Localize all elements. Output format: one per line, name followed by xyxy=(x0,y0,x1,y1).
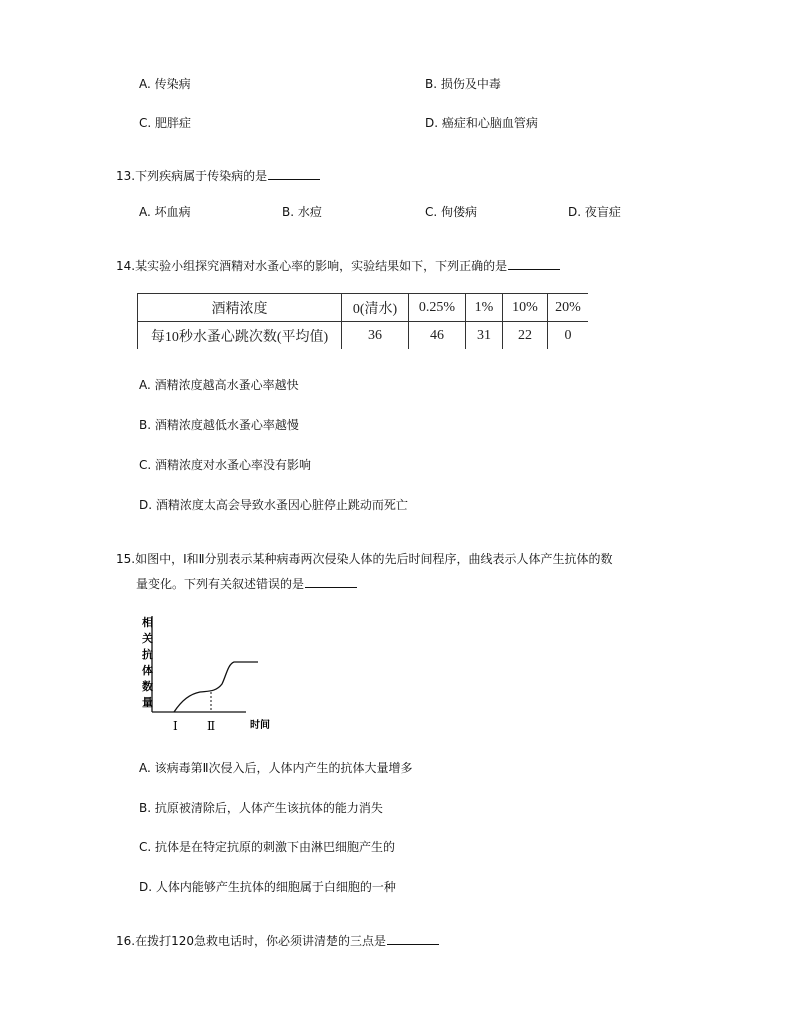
q14-stem-text: 某实验小组探究酒精对水蚤心率的影响，实验结果如下，下列正确的是 xyxy=(135,259,508,273)
table-cell: 0(清水) xyxy=(342,294,409,322)
q16-answer-blank xyxy=(387,934,439,945)
q13-option-d: D. 夜盲症 xyxy=(568,205,621,219)
table-cell: 0.25% xyxy=(409,294,466,322)
table-cell: 1% xyxy=(466,294,503,322)
figure-ylabel-char: 关 xyxy=(142,632,153,645)
figure-antibody-curve xyxy=(174,662,258,712)
q15-stem-text-1: 如图中，Ⅰ和Ⅱ分别表示某种病毒两次侵染人体的先后时间程序，曲线表示人体产生抗体的数 xyxy=(135,552,613,566)
q13-stem xyxy=(116,168,320,184)
table-header-row xyxy=(138,294,589,322)
q16-number: 16. xyxy=(116,934,136,948)
q15-option-b: B. 抗原被清除后，人体产生该抗体的能力消失 xyxy=(139,801,383,815)
table-row xyxy=(138,322,589,350)
table-cell: 46 xyxy=(409,322,466,350)
q14-answer-blank xyxy=(508,259,560,270)
q15-stem-line1 xyxy=(116,551,613,567)
q16-stem-text: 在拨打120急救电话时，你必须讲清楚的三点是 xyxy=(135,934,386,948)
q15-stem-line2 xyxy=(136,576,357,592)
q13-number: 13. xyxy=(116,169,136,183)
q14-option-b: B. 酒精浓度越低水蚤心率越慢 xyxy=(139,418,299,432)
q13-option-b: B. 水痘 xyxy=(282,205,322,219)
q15-option-a: A. 该病毒第Ⅱ次侵入后，人体内产生的抗体大量增多 xyxy=(139,761,413,775)
figure-mark-2: Ⅱ xyxy=(207,719,216,733)
figure-mark-1: Ⅰ xyxy=(173,719,178,733)
q13-answer-blank xyxy=(268,169,320,180)
q14-option-a: A. 酒精浓度越高水蚤心率越快 xyxy=(139,378,299,392)
q12-option-b: B. 损伤及中毒 xyxy=(425,77,501,91)
q14-number: 14. xyxy=(116,259,136,273)
q14-stem xyxy=(116,258,560,274)
figure-ylabel-char: 相 xyxy=(142,616,153,629)
table-cell: 20% xyxy=(548,294,589,322)
q14-data-table xyxy=(137,293,588,349)
q15-option-d: D. 人体内能够产生抗体的细胞属于白细胞的一种 xyxy=(139,880,396,894)
figure-ylabel-char: 抗 xyxy=(142,648,153,661)
figure-ylabel-char: 数 xyxy=(142,680,153,693)
table-cell: 22 xyxy=(503,322,548,350)
q16-stem xyxy=(116,933,439,949)
q13-option-a: A. 坏血病 xyxy=(139,205,191,219)
q15-antibody-figure xyxy=(130,612,290,742)
figure-ylabel-char: 体 xyxy=(142,664,153,677)
q15-stem-text-2: 量变化。下列有关叙述错误的是 xyxy=(136,577,305,591)
table-cell: 酒精浓度 xyxy=(138,294,342,322)
figure-ylabel-char: 量 xyxy=(142,696,153,709)
q12-option-d: D. 癌症和心脑血管病 xyxy=(425,116,538,130)
q12-option-c: C. 肥胖症 xyxy=(139,116,192,130)
q15-option-c: C. 抗体是在特定抗原的刺激下由淋巴细胞产生的 xyxy=(139,840,396,854)
q13-stem-text: 下列疾病属于传染病的是 xyxy=(135,169,268,183)
table-cell: 0 xyxy=(548,322,589,350)
table-cell: 31 xyxy=(466,322,503,350)
q15-answer-blank xyxy=(305,577,357,588)
q14-option-d: D. 酒精浓度太高会导致水蚤因心脏停止跳动而死亡 xyxy=(139,498,408,512)
q13-option-c: C. 佝偻病 xyxy=(425,205,478,219)
q12-option-a: A. 传染病 xyxy=(139,77,191,91)
q14-option-c: C. 酒精浓度对水蚤心率没有影响 xyxy=(139,458,312,472)
table-cell: 36 xyxy=(342,322,409,350)
q15-number: 15. xyxy=(116,552,136,566)
figure-xlabel: 时间 xyxy=(250,720,270,731)
table-cell: 每10秒水蚤心跳次数(平均值) xyxy=(138,322,342,350)
table-cell: 10% xyxy=(503,294,548,322)
